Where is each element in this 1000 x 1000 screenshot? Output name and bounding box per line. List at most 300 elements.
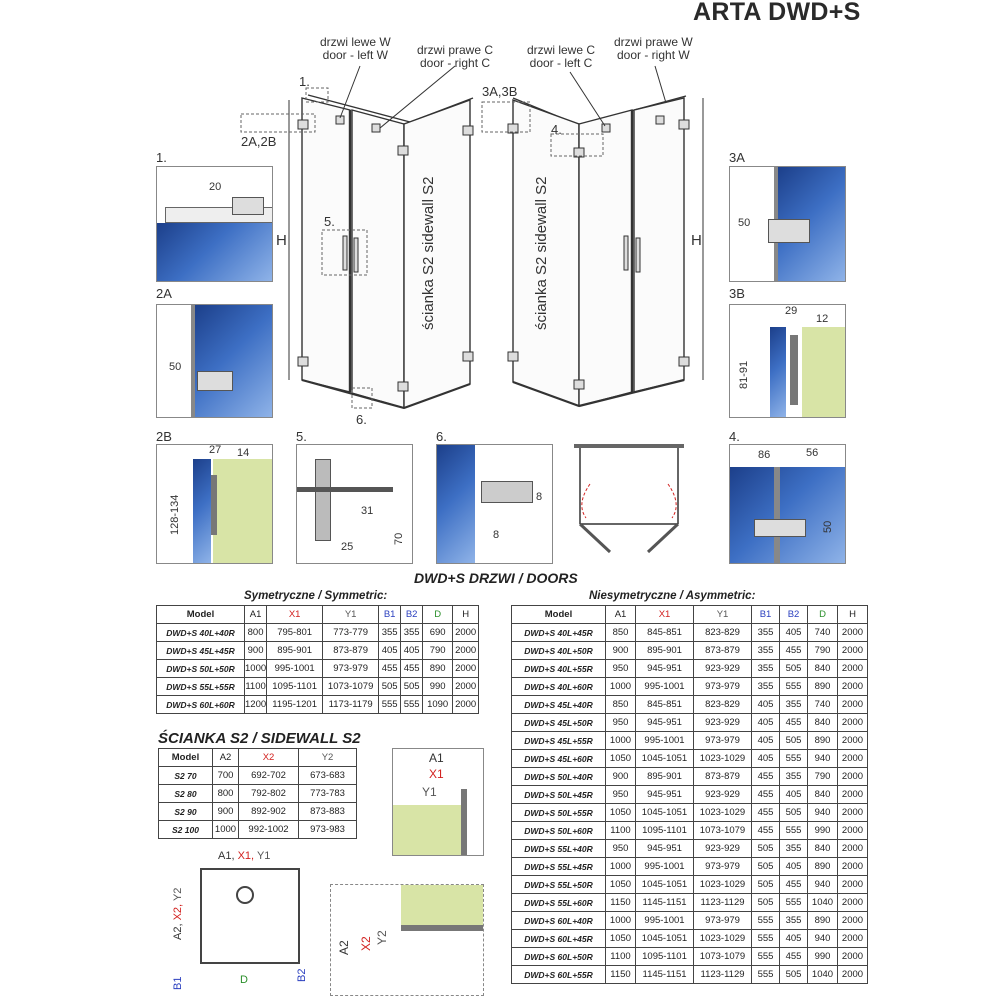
table-cell: 555	[780, 894, 808, 912]
table-cell: 2000	[838, 696, 868, 714]
table-cell: 973-979	[694, 678, 752, 696]
table-cell: 355	[401, 624, 423, 642]
detail-6: 8 8	[436, 444, 553, 564]
table-header-cell: X1	[636, 606, 694, 624]
table-row	[157, 642, 479, 660]
table-cell: 1195-1201	[267, 696, 323, 714]
table-cell: 945-951	[636, 714, 694, 732]
table-cell: 1123-1129	[694, 894, 752, 912]
model-cell: DWD+S 45L+55R	[512, 732, 606, 750]
table-cell: 990	[808, 822, 838, 840]
table-row	[512, 750, 868, 768]
model-cell: DWD+S 45L+45R	[157, 642, 245, 660]
table-header-cell: A2	[213, 749, 239, 767]
table-row	[512, 714, 868, 732]
table-cell: 405	[780, 858, 808, 876]
table-cell: 1023-1029	[694, 876, 752, 894]
model-cell: DWD+S 45L+50R	[512, 714, 606, 732]
table-cell: 355	[780, 840, 808, 858]
table-cell: 1000	[606, 732, 636, 750]
table-cell: 505	[752, 858, 780, 876]
table-cell: 923-929	[694, 786, 752, 804]
callout-3a3b: 3A,3B	[482, 84, 518, 99]
table-cell: 890	[808, 678, 838, 696]
detail-5: 31 25 70	[296, 444, 413, 564]
table-cell: 505	[780, 732, 808, 750]
table-header-cell: B1	[379, 606, 401, 624]
table-cell: 773-783	[299, 785, 357, 803]
table-cell: 2000	[838, 912, 868, 930]
main-enclosure-drawing	[0, 0, 1000, 430]
table-cell: 1095-1101	[267, 678, 323, 696]
model-cell: S2 80	[159, 785, 213, 803]
table-cell: 1023-1029	[694, 750, 752, 768]
table-row	[159, 803, 357, 821]
table-cell: 555	[780, 678, 808, 696]
table-row	[157, 624, 479, 642]
table-cell: 1045-1051	[636, 930, 694, 948]
table-cell: 973-979	[694, 912, 752, 930]
table-cell: 555	[752, 966, 780, 984]
table-row	[512, 732, 868, 750]
table-cell: 823-829	[694, 624, 752, 642]
table-row	[512, 858, 868, 876]
table-cell: 555	[780, 822, 808, 840]
table-cell: 873-879	[323, 642, 379, 660]
table-row	[512, 894, 868, 912]
model-cell: DWD+S 40L+55R	[512, 660, 606, 678]
table-cell: 1073-1079	[694, 822, 752, 840]
table-cell: 505	[780, 660, 808, 678]
model-cell: DWD+S 60L+55R	[512, 966, 606, 984]
table-header-row	[159, 749, 357, 767]
table-header-row	[512, 606, 868, 624]
table-cell: 995-1001	[636, 732, 694, 750]
table-row	[512, 624, 868, 642]
table-row	[512, 660, 868, 678]
table-cell: 1050	[606, 750, 636, 768]
table-header-cell: B2	[401, 606, 423, 624]
detail-door-swing	[570, 444, 685, 562]
table-header-cell: Model	[512, 606, 606, 624]
table-cell: 555	[752, 930, 780, 948]
table-cell: 405	[752, 696, 780, 714]
table-cell: 995-1001	[267, 660, 323, 678]
table-cell: 2000	[838, 714, 868, 732]
callout-1: 1.	[299, 74, 310, 89]
table-cell: 1123-1129	[694, 966, 752, 984]
table-cell: 945-951	[636, 786, 694, 804]
table-cell: 950	[606, 840, 636, 858]
table-row	[512, 966, 868, 984]
table-cell: 555	[752, 948, 780, 966]
model-cell: S2 100	[159, 821, 213, 839]
table-row	[512, 804, 868, 822]
table-cell: 900	[606, 642, 636, 660]
table-cell: 555	[752, 912, 780, 930]
table-cell: 900	[606, 768, 636, 786]
table-cell: 2000	[453, 660, 479, 678]
table-cell: 455	[752, 768, 780, 786]
table-row	[512, 912, 868, 930]
table-cell: 555	[379, 696, 401, 714]
table-row	[512, 930, 868, 948]
table-cell: 840	[808, 714, 838, 732]
label-door-right-w: drzwi prawe W door - right W	[614, 35, 693, 62]
callout-5: 5.	[324, 214, 335, 229]
detail-1: 20	[156, 166, 273, 282]
table-cell: 945-951	[636, 840, 694, 858]
table-cell: 2000	[838, 732, 868, 750]
table-cell: 2000	[838, 822, 868, 840]
label-door-left-w: drzwi lewe W door - left W	[320, 35, 391, 62]
table-cell: 940	[808, 804, 838, 822]
label-door-left-c: drzwi lewe C door - left C	[527, 43, 596, 70]
model-cell: S2 70	[159, 767, 213, 785]
table-cell: 792-802	[239, 785, 299, 803]
table-cell: 840	[808, 660, 838, 678]
table-cell: 405	[379, 642, 401, 660]
table-cell: 405	[752, 714, 780, 732]
table-cell: 1173-1179	[323, 696, 379, 714]
detail-3a: 50	[729, 166, 846, 282]
detail-1-label: 1.	[156, 150, 167, 165]
model-cell: DWD+S 45L+60R	[512, 750, 606, 768]
table-cell: 505	[780, 804, 808, 822]
table-cell: 455	[379, 660, 401, 678]
table-header-cell: Model	[159, 749, 213, 767]
table-cell: 845-851	[636, 696, 694, 714]
table-cell: 1050	[606, 804, 636, 822]
table-cell: 940	[808, 876, 838, 894]
table-header-cell: Y1	[323, 606, 379, 624]
table-cell: 700	[213, 767, 239, 785]
page-title: ARTA DWD+S	[693, 0, 861, 26]
table-cell: 1095-1101	[636, 822, 694, 840]
dimension-h-right: H	[691, 232, 702, 249]
door-swing-diagram	[570, 444, 685, 562]
model-cell: DWD+S 55L+55R	[157, 678, 245, 696]
table-cell: 355	[752, 678, 780, 696]
table-cell: 1000	[606, 858, 636, 876]
table-cell: 355	[780, 696, 808, 714]
table-cell: 355	[379, 624, 401, 642]
table-cell: 2000	[838, 768, 868, 786]
table-cell: 840	[808, 786, 838, 804]
table-cell: 405	[780, 786, 808, 804]
callout-6: 6.	[356, 412, 367, 427]
table-cell: 505	[780, 966, 808, 984]
table-cell: 840	[808, 840, 838, 858]
table-cell: 405	[780, 624, 808, 642]
table-cell: 1150	[606, 894, 636, 912]
table-cell: 1050	[606, 930, 636, 948]
table-cell: 890	[808, 732, 838, 750]
model-cell: DWD+S 55L+60R	[512, 894, 606, 912]
table-cell: 740	[808, 696, 838, 714]
table-cell: 2000	[838, 642, 868, 660]
table-cell: 355	[780, 912, 808, 930]
table-cell: 945-951	[636, 660, 694, 678]
table-cell: 2000	[838, 840, 868, 858]
doors-heading: DWD+S DRZWI / DOORS	[414, 570, 578, 586]
callout-2a2b: 2A,2B	[241, 134, 277, 149]
model-cell: DWD+S 50L+60R	[512, 822, 606, 840]
table-cell: 995-1001	[636, 678, 694, 696]
table-row	[512, 840, 868, 858]
plan-diagram: A1, X1, Y1 A2, X2, Y2 B1 B2 D	[172, 850, 308, 990]
table-cell: 873-879	[694, 768, 752, 786]
model-cell: S2 90	[159, 803, 213, 821]
model-cell: DWD+S 40L+45R	[512, 624, 606, 642]
table-cell: 873-883	[299, 803, 357, 821]
table-cell: 923-929	[694, 660, 752, 678]
table-cell: 2000	[453, 678, 479, 696]
table-cell: 973-979	[694, 732, 752, 750]
table-row	[512, 822, 868, 840]
table-cell: 1023-1029	[694, 930, 752, 948]
table-header-cell: B1	[752, 606, 780, 624]
detail-3b-label: 3B	[729, 286, 745, 301]
table-cell: 995-1001	[636, 858, 694, 876]
table-cell: 873-879	[694, 642, 752, 660]
detail-4: 86 56 50	[729, 444, 846, 564]
table-cell: 505	[752, 894, 780, 912]
table-row	[512, 768, 868, 786]
table-cell: 1050	[606, 876, 636, 894]
table-cell: 1045-1051	[636, 804, 694, 822]
table-header-cell: X1	[267, 606, 323, 624]
table-cell: 405	[780, 930, 808, 948]
table-row	[512, 948, 868, 966]
table-cell: 455	[780, 876, 808, 894]
table-cell: 2000	[838, 786, 868, 804]
table-cell: 895-901	[636, 642, 694, 660]
table-cell: 2000	[838, 750, 868, 768]
table-cell: 940	[808, 750, 838, 768]
detail-3b: 29 12 81-91	[729, 304, 846, 418]
detail-3a-label: 3A	[729, 150, 745, 165]
detail-2b: 27 14 128-134	[156, 444, 273, 564]
table-cell: 940	[808, 930, 838, 948]
table-cell: 690	[423, 624, 453, 642]
table-header-cell: Y2	[299, 749, 357, 767]
model-cell: DWD+S 55L+40R	[512, 840, 606, 858]
table-cell: 355	[780, 768, 808, 786]
table-cell: 405	[752, 732, 780, 750]
section-diagram-a2: A2 X2 Y2	[330, 884, 484, 996]
table-cell: 1045-1051	[636, 876, 694, 894]
label-sidewall-left: ścianka S2 sidewall S2	[420, 176, 437, 330]
table-header-cell: Model	[157, 606, 245, 624]
table-cell: 505	[752, 876, 780, 894]
detail-2a: 50	[156, 304, 273, 418]
table-cell: 1200	[245, 696, 267, 714]
table-header-cell: A1	[606, 606, 636, 624]
table-cell: 2000	[838, 876, 868, 894]
detail-6-label: 6.	[436, 429, 447, 444]
model-cell: DWD+S 40L+60R	[512, 678, 606, 696]
table-cell: 740	[808, 624, 838, 642]
table-cell: 795-801	[267, 624, 323, 642]
table-cell: 455	[752, 804, 780, 822]
table-cell: 800	[245, 624, 267, 642]
table-cell: 1040	[808, 966, 838, 984]
table-cell: 790	[808, 768, 838, 786]
table-cell: 673-683	[299, 767, 357, 785]
table-header-cell: A1	[245, 606, 267, 624]
table-cell: 455	[752, 786, 780, 804]
table-cell: 1000	[606, 912, 636, 930]
table-cell: 1150	[606, 966, 636, 984]
symmetric-heading: Symetryczne / Symmetric:	[244, 590, 388, 602]
model-cell: DWD+S 45L+40R	[512, 696, 606, 714]
model-cell: DWD+S 60L+50R	[512, 948, 606, 966]
table-cell: 2000	[838, 624, 868, 642]
detail-2b-label: 2B	[156, 429, 172, 444]
table-cell: 1100	[606, 948, 636, 966]
table-cell: 2000	[838, 678, 868, 696]
table-row	[157, 678, 479, 696]
table-cell: 1045-1051	[636, 750, 694, 768]
table-cell: 1145-1151	[636, 966, 694, 984]
table-cell: 895-901	[636, 768, 694, 786]
model-cell: DWD+S 60L+60R	[157, 696, 245, 714]
table-cell: 950	[606, 714, 636, 732]
table-cell: 1090	[423, 696, 453, 714]
table-header-cell: H	[453, 606, 479, 624]
table-cell: 555	[401, 696, 423, 714]
table-cell: 1023-1029	[694, 804, 752, 822]
table-cell: 890	[423, 660, 453, 678]
table-cell: 405	[401, 642, 423, 660]
model-cell: DWD+S 55L+50R	[512, 876, 606, 894]
table-cell: 973-983	[299, 821, 357, 839]
table-cell: 2000	[838, 858, 868, 876]
table-cell: 890	[808, 858, 838, 876]
table-cell: 2000	[838, 804, 868, 822]
table-cell: 950	[606, 786, 636, 804]
table-cell: 800	[213, 785, 239, 803]
table-cell: 2000	[838, 966, 868, 984]
table-row	[512, 876, 868, 894]
label-door-right-c: drzwi prawe C door - right C	[417, 43, 494, 70]
table-cell: 455	[780, 642, 808, 660]
table-cell: 455	[780, 948, 808, 966]
table-cell: 1095-1101	[636, 948, 694, 966]
label-sidewall-right: ścianka S2 sidewall S2	[533, 176, 550, 330]
section-diagram-a1: A1 X1 Y1	[392, 748, 484, 856]
table-header-cell: H	[838, 606, 868, 624]
table-row	[159, 785, 357, 803]
table-cell: 790	[423, 642, 453, 660]
table-cell: 900	[213, 803, 239, 821]
table-cell: 992-1002	[239, 821, 299, 839]
table-cell: 2000	[838, 894, 868, 912]
table-header-cell: D	[423, 606, 453, 624]
table-row	[159, 767, 357, 785]
table-row	[157, 696, 479, 714]
model-cell: DWD+S 60L+45R	[512, 930, 606, 948]
table-cell: 2000	[838, 930, 868, 948]
table-cell: 995-1001	[636, 912, 694, 930]
table-header-cell: Y1	[694, 606, 752, 624]
table-row	[512, 786, 868, 804]
model-cell: DWD+S 50L+40R	[512, 768, 606, 786]
table-cell: 1145-1151	[636, 894, 694, 912]
model-cell: DWD+S 40L+50R	[512, 642, 606, 660]
table-cell: 923-929	[694, 714, 752, 732]
dimension-h-left: H	[276, 232, 287, 249]
detail-5-label: 5.	[296, 429, 307, 444]
table-cell: 2000	[453, 696, 479, 714]
table-row	[512, 696, 868, 714]
table-cell: 2000	[838, 948, 868, 966]
table-header-cell: B2	[780, 606, 808, 624]
table-cell: 1100	[245, 678, 267, 696]
table-header-cell: X2	[239, 749, 299, 767]
asymmetric-table	[511, 605, 868, 984]
table-cell: 973-979	[694, 858, 752, 876]
table-cell: 950	[606, 660, 636, 678]
table-row	[512, 642, 868, 660]
table-cell: 505	[401, 678, 423, 696]
table-cell: 823-829	[694, 696, 752, 714]
table-cell: 505	[379, 678, 401, 696]
model-cell: DWD+S 50L+55R	[512, 804, 606, 822]
table-cell: 1040	[808, 894, 838, 912]
table-cell: 773-779	[323, 624, 379, 642]
table-cell: 850	[606, 624, 636, 642]
table-cell: 890	[808, 912, 838, 930]
table-cell: 692-702	[239, 767, 299, 785]
table-cell: 850	[606, 696, 636, 714]
table-header-row	[157, 606, 479, 624]
table-cell: 790	[808, 642, 838, 660]
table-cell: 505	[752, 840, 780, 858]
table-cell: 455	[780, 714, 808, 732]
table-cell: 1000	[245, 660, 267, 678]
table-cell: 990	[808, 948, 838, 966]
model-cell: DWD+S 50L+50R	[157, 660, 245, 678]
asymmetric-heading: Niesymetryczne / Asymmetric:	[589, 590, 756, 602]
table-cell: 355	[752, 660, 780, 678]
table-cell: 892-902	[239, 803, 299, 821]
table-cell: 923-929	[694, 840, 752, 858]
table-cell: 455	[401, 660, 423, 678]
detail-2a-label: 2A	[156, 286, 172, 301]
callout-4: 4.	[551, 122, 562, 137]
table-cell: 990	[423, 678, 453, 696]
table-cell: 555	[780, 750, 808, 768]
model-cell: DWD+S 55L+45R	[512, 858, 606, 876]
table-cell: 973-979	[323, 660, 379, 678]
table-cell: 845-851	[636, 624, 694, 642]
table-row	[512, 678, 868, 696]
table-cell: 1100	[606, 822, 636, 840]
table-cell: 900	[245, 642, 267, 660]
table-cell: 1073-1079	[323, 678, 379, 696]
table-cell: 2000	[453, 624, 479, 642]
model-cell: DWD+S 60L+40R	[512, 912, 606, 930]
table-header-cell: D	[808, 606, 838, 624]
table-cell: 1000	[213, 821, 239, 839]
table-cell: 355	[752, 642, 780, 660]
table-cell: 405	[752, 750, 780, 768]
table-cell: 355	[752, 624, 780, 642]
table-cell: 455	[752, 822, 780, 840]
sidewall-heading: ŚCIANKA S2 / SIDEWALL S2	[158, 730, 361, 747]
